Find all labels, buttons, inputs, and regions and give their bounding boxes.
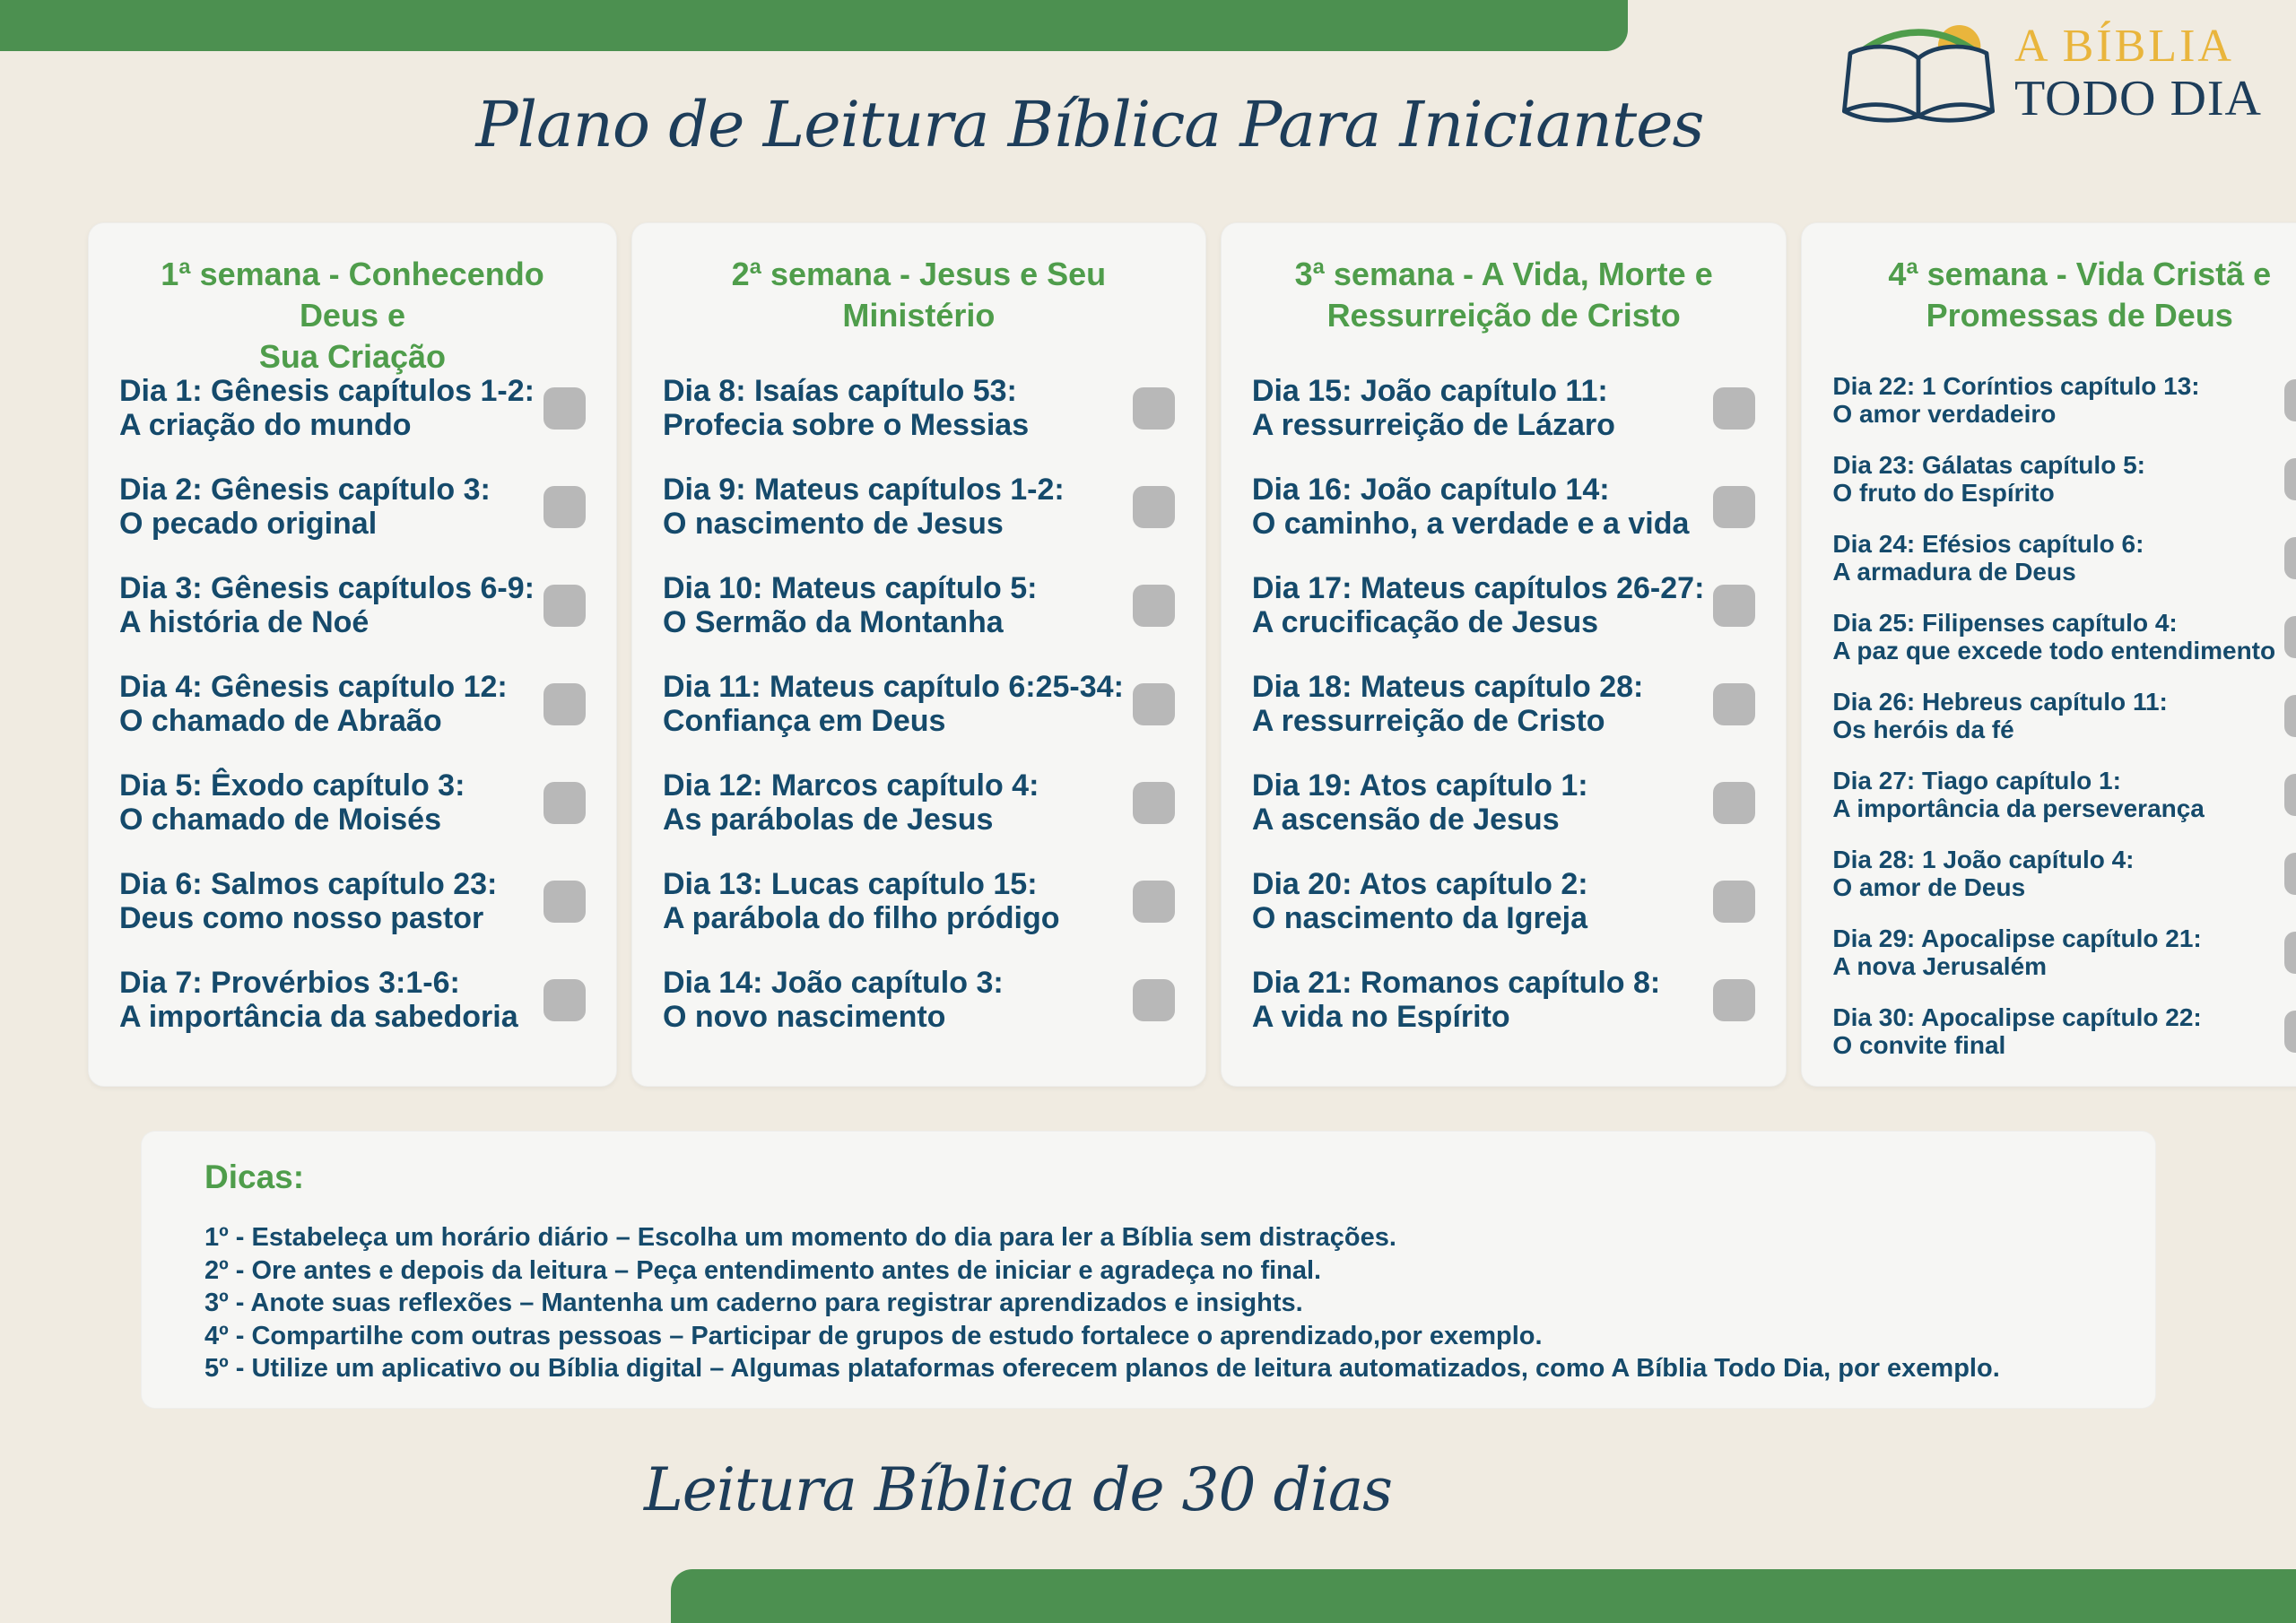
reading-description: O caminho, a verdade e a vida <box>1251 507 1690 541</box>
reading-item-text <box>1252 571 1705 639</box>
reading-item <box>1832 609 2296 664</box>
reading-item <box>663 966 1175 1034</box>
reading-description: O chamado de Moisés <box>119 803 441 837</box>
reading-reference: Dia 3: Gênesis capítulos 6-9: <box>119 571 535 605</box>
reading-description: O pecado original <box>119 507 378 541</box>
week-card-2 <box>631 222 1206 1087</box>
reading-description: O novo nascimento <box>662 1000 946 1034</box>
reading-item <box>1832 451 2296 507</box>
reading-description: A parábola do filho pródigo <box>662 901 1060 935</box>
reading-description: O nascimento da Igreja <box>1251 901 1588 935</box>
bottom-green-bar <box>671 1569 2296 1623</box>
reading-item-text <box>119 966 518 1034</box>
reading-reference: Dia 25: Filipenses capítulo 4: <box>1832 609 2178 637</box>
tip-line: 1º - Estabeleça um horário diário – Escolha um momento do dia para ler a Bíblia sem distrações. <box>204 1223 1396 1252</box>
reading-checkbox[interactable] <box>2284 853 2296 895</box>
reading-checkbox[interactable] <box>1713 683 1755 725</box>
reading-reference: Dia 22: 1 Coríntios capítulo 13: <box>1832 372 2200 400</box>
reading-item <box>1252 670 1756 738</box>
reading-item-text <box>1832 767 2204 822</box>
reading-description: O amor de Deus <box>1832 873 2026 901</box>
reading-description: A história de Noé <box>119 605 370 639</box>
reading-checkbox[interactable] <box>1133 683 1175 725</box>
reading-description: O convite final <box>1832 1031 2006 1059</box>
reading-description: A vida no Espírito <box>1251 1000 1510 1034</box>
reading-reference: Dia 19: Atos capítulo 1: <box>1251 768 1588 803</box>
reading-item <box>1832 688 2296 743</box>
reading-checkbox[interactable] <box>544 585 586 627</box>
reading-checkbox[interactable] <box>1713 387 1755 430</box>
week-header: 4ª semana - Vida Cristã e Promessas de Deus <box>1888 256 2272 334</box>
reading-item <box>1832 767 2296 822</box>
reading-checkbox[interactable] <box>1133 881 1175 923</box>
reading-reference: Dia 12: Marcos capítulo 4: <box>662 768 1039 803</box>
reading-item <box>1252 571 1756 639</box>
tips-title: Dicas: <box>204 1159 305 1195</box>
reading-item <box>663 571 1175 639</box>
reading-reference: Dia 24: Efésios capítulo 6: <box>1832 530 2144 558</box>
reading-checkbox[interactable] <box>1713 881 1755 923</box>
reading-item <box>1832 1003 2296 1059</box>
reading-item-text <box>119 571 535 639</box>
tip-line: 2º - Ore antes e depois da leitura – Peça entendimento antes de iniciar e agradeça no final. <box>204 1255 1322 1285</box>
reading-description: O chamado de Abraão <box>119 704 442 738</box>
reading-item <box>663 473 1175 541</box>
reading-description: Profecia sobre o Messias <box>662 408 1030 442</box>
reading-item <box>119 768 586 837</box>
reading-item-text <box>663 867 1060 935</box>
reading-item-text <box>119 670 508 738</box>
reading-reference: Dia 18: Mateus capítulo 28: <box>1251 670 1644 704</box>
reading-reference: Dia 15: João capítulo 11: <box>1251 374 1608 408</box>
reading-checkbox[interactable] <box>544 782 586 824</box>
reading-reference: Dia 29: Apocalipse capítulo 21: <box>1832 924 2202 952</box>
reading-item <box>663 670 1175 738</box>
reading-reference: Dia 21: Romanos capítulo 8: <box>1251 966 1661 1000</box>
week-card-4 <box>1801 222 2296 1087</box>
reading-item <box>119 374 586 442</box>
reading-description: A armadura de Deus <box>1832 558 2076 586</box>
reading-reference: Dia 4: Gênesis capítulo 12: <box>119 670 508 704</box>
weeks-row <box>88 222 2276 1087</box>
reading-item-text <box>119 768 465 837</box>
reading-checkbox[interactable] <box>1133 979 1175 1021</box>
reading-item-text <box>1252 867 1588 935</box>
logo-line-a-biblia: A BÍBLIA <box>2013 21 2234 72</box>
reading-description: A ressurreição de Lázaro <box>1251 408 1615 442</box>
reading-item <box>1252 867 1756 935</box>
reading-item <box>119 473 586 541</box>
open-book-icon <box>1833 9 2004 143</box>
reading-checkbox[interactable] <box>1713 979 1755 1021</box>
reading-reference: Dia 16: João capítulo 14: <box>1251 473 1610 507</box>
reading-description: Confiança em Deus <box>662 704 946 738</box>
reading-checkbox[interactable] <box>544 881 586 923</box>
brand-logo-text <box>2014 9 2262 126</box>
reading-description: Os heróis da fé <box>1832 716 2014 743</box>
reading-description: O nascimento de Jesus <box>662 507 1004 541</box>
reading-item <box>119 670 586 738</box>
reading-item-text <box>663 473 1065 541</box>
reading-checkbox[interactable] <box>1133 782 1175 824</box>
reading-description: A importância da sabedoria <box>119 1000 518 1034</box>
reading-item-text <box>1832 530 2144 586</box>
reading-checkbox[interactable] <box>1133 486 1175 528</box>
reading-item-text <box>119 473 491 541</box>
tip-line: 5º - Utilize um aplicativo ou Bíblia digital – Algumas plataformas oferecem planos de leitura automatizados, como A Bíblia Todo Dia, por exemplo. <box>204 1354 2000 1383</box>
reading-description: O fruto do Espírito <box>1832 479 2055 507</box>
reading-reference: Dia 7: Provérbios 3:1-6: <box>119 966 460 1000</box>
footer-title: Leitura Bíblica de 30 dias <box>643 1455 1393 1524</box>
reading-reference: Dia 2: Gênesis capítulo 3: <box>119 473 491 507</box>
page-title: Plano de Leitura Bíblica Para Iniciantes <box>475 88 1704 161</box>
tip-line: 3º - Anote suas reflexões – Mantenha um caderno para registrar aprendizados e insights. <box>204 1289 1303 1317</box>
reading-item-text <box>119 867 497 935</box>
reading-description: A importância da perseverança <box>1832 794 2205 822</box>
reading-checkbox[interactable] <box>1133 585 1175 627</box>
reading-description: A crucificação de Jesus <box>1251 605 1599 639</box>
reading-item <box>1832 924 2296 980</box>
reading-item-text <box>663 374 1029 442</box>
reading-item <box>119 867 586 935</box>
reading-item <box>1832 372 2296 428</box>
reading-item <box>1252 473 1756 541</box>
reading-checkbox[interactable] <box>2284 537 2296 579</box>
reading-checkbox[interactable] <box>544 979 586 1021</box>
reading-checkbox[interactable] <box>1713 782 1755 824</box>
reading-reference: Dia 20: Atos capítulo 2: <box>1251 867 1588 901</box>
reading-item <box>663 867 1175 935</box>
reading-description: A ascensão de Jesus <box>1251 803 1560 837</box>
reading-description: A nova Jerusalém <box>1832 952 2048 980</box>
logo-line-todo-dia: TODO DIA <box>2013 71 2262 126</box>
reading-checkbox[interactable] <box>544 387 586 430</box>
top-green-bar <box>0 0 1628 51</box>
reading-item <box>1252 966 1756 1034</box>
reading-item-text <box>1832 1003 2201 1059</box>
reading-reference: Dia 1: Gênesis capítulos 1-2: <box>119 374 535 408</box>
reading-item-text <box>1832 846 2134 901</box>
reading-item <box>1252 374 1756 442</box>
reading-item <box>663 374 1175 442</box>
reading-reference: Dia 27: Tiago capítulo 1: <box>1832 767 2121 794</box>
reading-description: A ressurreição de Cristo <box>1251 704 1605 738</box>
reading-item <box>1832 530 2296 586</box>
reading-checkbox[interactable] <box>2284 379 2296 421</box>
reading-description: A paz que excede todo entendimento <box>1832 637 2276 664</box>
reading-item-text <box>1252 473 1690 541</box>
brand-logo <box>1833 9 2262 143</box>
reading-reference: Dia 23: Gálatas capítulo 5: <box>1832 451 2145 479</box>
reading-item <box>1252 768 1756 837</box>
reading-item-text <box>1832 609 2275 664</box>
reading-reference: Dia 13: Lucas capítulo 15: <box>662 867 1038 901</box>
reading-item-text <box>663 571 1038 639</box>
reading-description: O amor verdadeiro <box>1832 400 2057 428</box>
reading-reference: Dia 17: Mateus capítulos 26-27: <box>1251 571 1705 605</box>
reading-description: A criação do mundo <box>119 408 412 442</box>
reading-reference: Dia 14: João capítulo 3: <box>662 966 1004 1000</box>
reading-item-text <box>1832 924 2201 980</box>
reading-checkbox[interactable] <box>544 486 586 528</box>
week-header: 3ª semana - A Vida, Morte e Ressurreição de Cristo <box>1294 256 1713 334</box>
reading-description: Deus como nosso pastor <box>119 901 484 935</box>
reading-item-text <box>663 768 1039 837</box>
reading-reference: Dia 9: Mateus capítulos 1-2: <box>662 473 1065 507</box>
reading-item-text <box>1832 451 2145 507</box>
reading-description: O Sermão da Montanha <box>662 605 1004 639</box>
reading-item-text <box>663 670 1124 738</box>
reading-reference: Dia 11: Mateus capítulo 6:25-34: <box>662 670 1124 704</box>
reading-checkbox[interactable] <box>544 683 586 725</box>
reading-reference: Dia 30: Apocalipse capítulo 22: <box>1832 1003 2202 1031</box>
week-card-1 <box>88 222 617 1087</box>
reading-reference: Dia 5: Êxodo capítulo 3: <box>119 768 465 803</box>
reading-item-text <box>1252 374 1615 442</box>
reading-item <box>1832 846 2296 901</box>
tips-list <box>204 1221 2128 1385</box>
reading-reference: Dia 6: Salmos capítulo 23: <box>119 867 498 901</box>
reading-item <box>119 966 586 1034</box>
reading-item-text <box>1252 966 1660 1034</box>
week-header: 2ª semana - Jesus e Seu Ministério <box>731 256 1107 334</box>
reading-checkbox[interactable] <box>2284 458 2296 500</box>
reading-checkbox[interactable] <box>1713 585 1755 627</box>
reading-item <box>663 768 1175 837</box>
tips-box <box>141 1131 2156 1409</box>
reading-checkbox[interactable] <box>2284 774 2296 816</box>
reading-item <box>119 571 586 639</box>
reading-checkbox[interactable] <box>2284 1011 2296 1053</box>
reading-item-text <box>1252 670 1643 738</box>
week-header: 1ª semana - Conhecendo Deus e Sua Criação <box>161 256 544 375</box>
reading-checkbox[interactable] <box>2284 616 2296 658</box>
reading-reference: Dia 26: Hebreus capítulo 11: <box>1832 688 2168 716</box>
reading-reference: Dia 8: Isaías capítulo 53: <box>662 374 1017 408</box>
reading-reference: Dia 28: 1 João capítulo 4: <box>1832 846 2135 873</box>
tip-line: 4º - Compartilhe com outras pessoas – Participar de grupos de estudo fortalece o aprendizado,por exemplo. <box>204 1321 1543 1350</box>
reading-checkbox[interactable] <box>1713 486 1755 528</box>
week-card-3 <box>1221 222 1787 1087</box>
reading-item-text <box>663 966 1004 1034</box>
reading-item-text <box>1832 372 2199 428</box>
reading-checkbox[interactable] <box>2284 932 2296 974</box>
reading-checkbox[interactable] <box>1133 387 1175 430</box>
reading-description: As parábolas de Jesus <box>662 803 994 837</box>
reading-reference: Dia 10: Mateus capítulo 5: <box>662 571 1038 605</box>
reading-item-text <box>1252 768 1588 837</box>
reading-item-text <box>119 374 535 442</box>
reading-item-text <box>1832 688 2167 743</box>
reading-checkbox[interactable] <box>2284 695 2296 737</box>
